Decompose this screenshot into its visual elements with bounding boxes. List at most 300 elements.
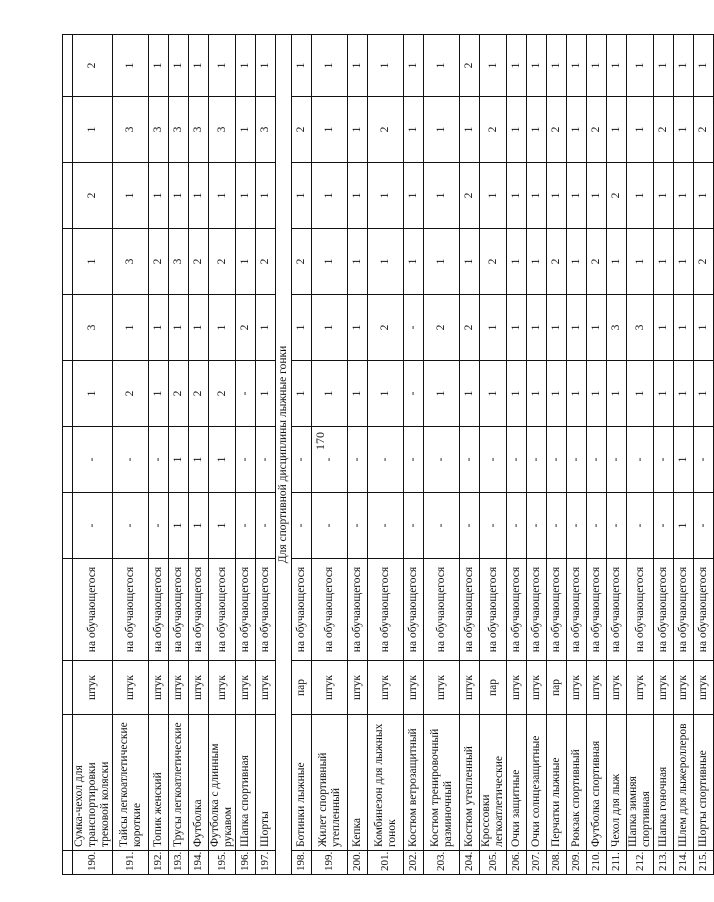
unit-cell: пар [292, 661, 312, 715]
value-cell: - [404, 493, 424, 559]
value-cell: 3 [627, 295, 654, 361]
value-cell: 1 [348, 361, 368, 427]
value-cell: 1 [547, 35, 567, 97]
value-cell: - [404, 427, 424, 493]
value-cell: 1 [507, 361, 527, 427]
value-cell: - [256, 493, 276, 559]
value-cell: 3 [113, 97, 149, 163]
value-cell: 1 [113, 295, 149, 361]
unit-cell: штук [73, 661, 113, 715]
value-cell: 1 [189, 427, 209, 493]
value-cell: 1 [674, 361, 694, 427]
value-cell: 1 [236, 97, 256, 163]
value-cell: 1 [674, 97, 694, 163]
table-row [460, 35, 480, 875]
value-cell: 1 [587, 163, 607, 229]
value-cell: 1 [149, 361, 169, 427]
item-name: Жилет спортивный утепленный [312, 715, 348, 851]
value-cell: 1 [368, 35, 404, 97]
value-cell: 1 [256, 35, 276, 97]
row-number: 202. [404, 851, 424, 875]
item-name: Шлем для лыжероллеров [674, 715, 694, 851]
value-cell: 1 [236, 35, 256, 97]
value-cell: 3 [169, 229, 189, 295]
value-cell: 2 [654, 97, 674, 163]
recipient-cell: на обучающегося [209, 559, 236, 661]
value-cell: - [236, 361, 256, 427]
row-number: 207. [527, 851, 547, 875]
header-cell [63, 715, 73, 851]
value-cell: 1 [460, 229, 480, 295]
item-name: Футболка спортивная [587, 715, 607, 851]
unit-cell: штук [674, 661, 694, 715]
recipient-cell: на обучающегося [694, 559, 714, 661]
table-row [694, 35, 714, 875]
value-cell: - [368, 493, 404, 559]
value-cell: - [654, 493, 674, 559]
value-cell: 1 [209, 295, 236, 361]
value-cell: 1 [312, 35, 348, 97]
value-cell: - [607, 427, 627, 493]
value-cell: 1 [694, 35, 714, 97]
unit-cell: штук [507, 661, 527, 715]
unit-cell: штук [527, 661, 547, 715]
row-number: 213. [654, 851, 674, 875]
recipient-cell: на обучающегося [169, 559, 189, 661]
value-cell: 1 [480, 361, 507, 427]
item-name: Тайсы легкоатлетические короткие [113, 715, 149, 851]
table-row [189, 35, 209, 875]
item-name: Ботинки лыжные [292, 715, 312, 851]
value-cell: - [694, 427, 714, 493]
value-cell: - [587, 493, 607, 559]
item-name: Костюм тренировочный разминочный [424, 715, 460, 851]
item-name: Шорты [256, 715, 276, 851]
value-cell: 1 [169, 493, 189, 559]
value-cell: - [567, 493, 587, 559]
unit-cell: штук [654, 661, 674, 715]
value-cell: 2 [169, 361, 189, 427]
row-number: 206. [507, 851, 527, 875]
value-cell: 1 [169, 427, 189, 493]
header-cell [63, 295, 73, 361]
value-cell: 2 [73, 163, 113, 229]
row-number: 199. [312, 851, 348, 875]
value-cell: - [368, 427, 404, 493]
value-cell: - [404, 295, 424, 361]
value-cell: 1 [567, 361, 587, 427]
value-cell: 1 [654, 295, 674, 361]
value-cell: 1 [292, 35, 312, 97]
value-cell: 1 [292, 295, 312, 361]
header-cell [63, 35, 73, 97]
value-cell: - [607, 493, 627, 559]
value-cell: 1 [424, 229, 460, 295]
value-cell: 1 [169, 295, 189, 361]
section-row [276, 35, 292, 875]
value-cell: 1 [627, 163, 654, 229]
table-row [607, 35, 627, 875]
value-cell: 1 [312, 97, 348, 163]
table-row [348, 35, 368, 875]
value-cell: - [460, 427, 480, 493]
item-name: Костюм утепленный [460, 715, 480, 851]
value-cell: 1 [113, 35, 149, 97]
value-cell: - [113, 493, 149, 559]
value-cell: 2 [236, 295, 256, 361]
value-cell: 1 [73, 361, 113, 427]
row-number: 201. [368, 851, 404, 875]
value-cell: - [460, 493, 480, 559]
value-cell: 3 [149, 97, 169, 163]
recipient-cell: на обучающегося [587, 559, 607, 661]
value-cell: 2 [587, 229, 607, 295]
table-row [292, 35, 312, 875]
value-cell: - [567, 427, 587, 493]
value-cell: 1 [607, 361, 627, 427]
value-cell: 1 [169, 35, 189, 97]
row-number: 209. [567, 851, 587, 875]
row-number: 195. [209, 851, 236, 875]
value-cell: 1 [674, 295, 694, 361]
recipient-cell: на обучающегося [404, 559, 424, 661]
value-cell: 1 [256, 295, 276, 361]
recipient-cell: на обучающегося [424, 559, 460, 661]
table-row [674, 35, 694, 875]
value-cell: 1 [73, 229, 113, 295]
item-name: Очки солнцезащитные [527, 715, 547, 851]
header-cell [63, 851, 73, 875]
row-number: 198. [292, 851, 312, 875]
recipient-cell: на обучающегося [674, 559, 694, 661]
value-cell: 2 [694, 229, 714, 295]
unit-cell: штук [404, 661, 424, 715]
item-name: Очки защитные [507, 715, 527, 851]
unit-cell: штук [312, 661, 348, 715]
unit-cell: штук [113, 661, 149, 715]
value-cell: 1 [209, 35, 236, 97]
value-cell: 1 [547, 163, 567, 229]
value-cell: 2 [149, 229, 169, 295]
value-cell: 1 [312, 361, 348, 427]
unit-cell: штук [694, 661, 714, 715]
value-cell: 3 [73, 295, 113, 361]
value-cell: - [527, 493, 547, 559]
value-cell: 1 [460, 361, 480, 427]
table-row [236, 35, 256, 875]
unit-cell: штук [169, 661, 189, 715]
row-number: 191. [113, 851, 149, 875]
equipment-table [62, 34, 714, 875]
value-cell: - [424, 493, 460, 559]
value-cell: 1 [404, 35, 424, 97]
value-cell: - [480, 427, 507, 493]
value-cell: 1 [368, 361, 404, 427]
value-cell: 1 [654, 163, 674, 229]
unit-cell: штук [368, 661, 404, 715]
recipient-cell: на обучающегося [73, 559, 113, 661]
recipient-cell: на обучающегося [236, 559, 256, 661]
value-cell: 1 [627, 97, 654, 163]
value-cell: 1 [189, 295, 209, 361]
value-cell: 1 [348, 163, 368, 229]
value-cell: 1 [674, 229, 694, 295]
value-cell: 1 [348, 97, 368, 163]
row-number: 205. [480, 851, 507, 875]
value-cell: 1 [189, 35, 209, 97]
value-cell: 1 [312, 163, 348, 229]
value-cell: 1 [567, 35, 587, 97]
value-cell: 1 [236, 163, 256, 229]
header-cell [63, 559, 73, 661]
value-cell: - [149, 427, 169, 493]
recipient-cell: на обучающегося [627, 559, 654, 661]
value-cell: 2 [460, 35, 480, 97]
value-cell: 1 [348, 229, 368, 295]
item-name: Шапка зимняя спортивная [627, 715, 654, 851]
value-cell: 1 [189, 163, 209, 229]
value-cell: - [348, 493, 368, 559]
item-name: Трусы легкоатлетические [169, 715, 189, 851]
value-cell: 2 [113, 361, 149, 427]
value-cell: 1 [424, 163, 460, 229]
header-row [63, 35, 73, 875]
value-cell: 2 [547, 97, 567, 163]
item-name: Кроссовки легкоатлетические [480, 715, 507, 851]
value-cell: 1 [149, 163, 169, 229]
item-name: Шорты спортивные [694, 715, 714, 851]
value-cell: 3 [189, 97, 209, 163]
value-cell: 1 [567, 295, 587, 361]
value-cell: 1 [674, 163, 694, 229]
value-cell: 1 [348, 35, 368, 97]
value-cell: 3 [209, 97, 236, 163]
value-cell: 1 [627, 361, 654, 427]
value-cell: - [312, 427, 348, 493]
recipient-cell: на обучающегося [149, 559, 169, 661]
unit-cell: штук [627, 661, 654, 715]
value-cell: 2 [694, 97, 714, 163]
value-cell: 1 [404, 97, 424, 163]
value-cell: 1 [292, 361, 312, 427]
value-cell: 2 [480, 229, 507, 295]
value-cell: 3 [113, 229, 149, 295]
value-cell: 1 [527, 361, 547, 427]
value-cell: - [149, 493, 169, 559]
value-cell: 1 [480, 295, 507, 361]
value-cell: - [292, 427, 312, 493]
value-cell: 1 [348, 295, 368, 361]
value-cell: - [424, 427, 460, 493]
value-cell: 1 [627, 35, 654, 97]
recipient-cell: на обучающегося [527, 559, 547, 661]
value-cell: - [113, 427, 149, 493]
unit-cell: штук [256, 661, 276, 715]
table-row [404, 35, 424, 875]
value-cell: 2 [424, 295, 460, 361]
value-cell: 1 [404, 163, 424, 229]
row-number: 197. [256, 851, 276, 875]
value-cell: - [507, 427, 527, 493]
value-cell: 2 [607, 163, 627, 229]
item-name: Сумка-чехол для транспортировки трековой коляски [73, 715, 113, 851]
value-cell: 2 [292, 229, 312, 295]
rotated-table-wrapper [62, 35, 709, 875]
value-cell: 1 [507, 35, 527, 97]
value-cell: - [236, 493, 256, 559]
header-cell [63, 229, 73, 295]
value-cell: 1 [149, 35, 169, 97]
value-cell: 1 [209, 163, 236, 229]
table-row [149, 35, 169, 875]
value-cell: - [627, 493, 654, 559]
unit-cell: штук [149, 661, 169, 715]
header-cell [63, 493, 73, 559]
value-cell: 1 [480, 163, 507, 229]
value-cell: 1 [654, 361, 674, 427]
value-cell: 2 [368, 295, 404, 361]
value-cell: 1 [694, 163, 714, 229]
item-name: Чехол для лыж [607, 715, 627, 851]
unit-cell: пар [480, 661, 507, 715]
value-cell: - [73, 427, 113, 493]
header-cell [63, 163, 73, 229]
value-cell: 1 [547, 295, 567, 361]
item-name: Рюкзак спортивный [567, 715, 587, 851]
value-cell: - [480, 493, 507, 559]
row-number: 192. [149, 851, 169, 875]
row-number: 210. [587, 851, 607, 875]
item-name: Топик женский [149, 715, 169, 851]
value-cell: - [547, 427, 567, 493]
value-cell: 3 [607, 295, 627, 361]
value-cell: 1 [73, 97, 113, 163]
value-cell: - [292, 493, 312, 559]
value-cell: 3 [169, 97, 189, 163]
item-name: Шапка гоночная [654, 715, 674, 851]
value-cell: - [507, 493, 527, 559]
item-name: Футболка с длинным рукавом [209, 715, 236, 851]
value-cell: 1 [607, 229, 627, 295]
item-name: Шапка спортивная [236, 715, 256, 851]
value-cell: 1 [654, 229, 674, 295]
value-cell: 1 [694, 295, 714, 361]
value-cell: 1 [627, 229, 654, 295]
row-number: 204. [460, 851, 480, 875]
value-cell: 1 [527, 163, 547, 229]
recipient-cell: на обучающегося [113, 559, 149, 661]
value-cell: 1 [312, 229, 348, 295]
value-cell: 1 [567, 97, 587, 163]
recipient-cell: на обучающегося [607, 559, 627, 661]
unit-cell: штук [567, 661, 587, 715]
row-number: 212. [627, 851, 654, 875]
value-cell: 2 [480, 97, 507, 163]
value-cell: 1 [527, 35, 547, 97]
value-cell: 1 [236, 229, 256, 295]
table-row [507, 35, 527, 875]
value-cell: 1 [567, 229, 587, 295]
unit-cell: штук [607, 661, 627, 715]
value-cell: 1 [674, 493, 694, 559]
value-cell: 1 [654, 35, 674, 97]
row-number: 208. [547, 851, 567, 875]
table-row [169, 35, 189, 875]
value-cell: 2 [460, 295, 480, 361]
recipient-cell: на обучающегося [654, 559, 674, 661]
value-cell: 1 [587, 361, 607, 427]
value-cell: 2 [189, 229, 209, 295]
value-cell: - [312, 493, 348, 559]
value-cell: 1 [587, 35, 607, 97]
value-cell: 1 [507, 229, 527, 295]
header-cell [63, 97, 73, 163]
recipient-cell: на обучающегося [567, 559, 587, 661]
page-number: 170 [313, 432, 327, 450]
item-name: Костюм ветрозащитный [404, 715, 424, 851]
value-cell: 2 [547, 229, 567, 295]
value-cell: 1 [424, 97, 460, 163]
row-number: 211. [607, 851, 627, 875]
value-cell: 1 [507, 97, 527, 163]
value-cell: 3 [256, 97, 276, 163]
unit-cell: штук [587, 661, 607, 715]
recipient-cell: на обучающегося [348, 559, 368, 661]
value-cell: 1 [368, 163, 404, 229]
recipient-cell: на обучающегося [256, 559, 276, 661]
value-cell: 2 [460, 163, 480, 229]
value-cell: 2 [73, 35, 113, 97]
header-cell [63, 661, 73, 715]
unit-cell: пар [547, 661, 567, 715]
unit-cell: штук [424, 661, 460, 715]
value-cell: 1 [169, 163, 189, 229]
table-row [527, 35, 547, 875]
value-cell: 1 [480, 35, 507, 97]
value-cell: 1 [209, 427, 236, 493]
value-cell: - [694, 493, 714, 559]
value-cell: - [527, 427, 547, 493]
table-row [113, 35, 149, 875]
value-cell: - [73, 493, 113, 559]
value-cell: 1 [424, 35, 460, 97]
value-cell: - [627, 427, 654, 493]
unit-cell: штук [236, 661, 256, 715]
table-row [368, 35, 404, 875]
value-cell: 1 [256, 361, 276, 427]
value-cell: 1 [460, 97, 480, 163]
row-number: 203. [424, 851, 460, 875]
value-cell: - [256, 427, 276, 493]
value-cell: - [587, 427, 607, 493]
value-cell: 2 [209, 229, 236, 295]
value-cell: 1 [674, 427, 694, 493]
value-cell: 1 [113, 163, 149, 229]
recipient-cell: на обучающегося [312, 559, 348, 661]
value-cell: 1 [607, 35, 627, 97]
value-cell: 1 [547, 361, 567, 427]
value-cell: 1 [527, 97, 547, 163]
value-cell: 1 [587, 295, 607, 361]
unit-cell: штук [189, 661, 209, 715]
recipient-cell: на обучающегося [368, 559, 404, 661]
recipient-cell: на обучающегося [547, 559, 567, 661]
value-cell: 1 [149, 295, 169, 361]
table-row [73, 35, 113, 875]
table-row [627, 35, 654, 875]
value-cell: 1 [312, 295, 348, 361]
value-cell: 1 [209, 493, 236, 559]
